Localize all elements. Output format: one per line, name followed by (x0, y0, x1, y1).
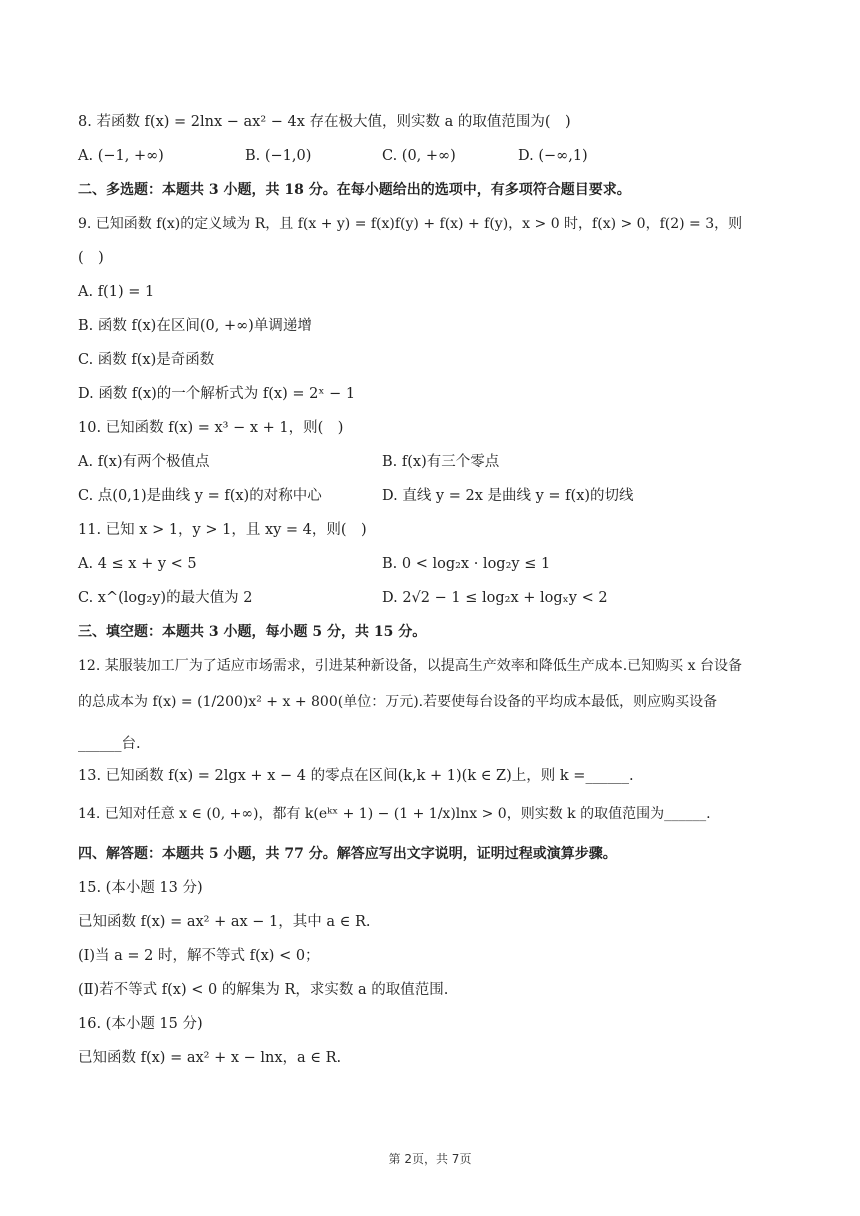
q10-stem: 10. 已知函数 f(x) = x³ − x + 1，则( ) (78, 420, 344, 436)
q10-option-d: D. 直线 y = 2x 是曲线 y = f(x)的切线 (382, 488, 634, 504)
q16-stem: 已知函数 f(x) = ax² + x − lnx，a ∈ R. (78, 1050, 342, 1066)
q11-option-c: C. x^(log₂y)的最大值为 2 (78, 590, 253, 606)
section-heading-fill-in: 三、填空题：本题共 3 小题，每小题 5 分，共 15 分。 (78, 624, 427, 640)
q10-option-a: A. f(x)有两个极值点 (78, 454, 210, 470)
q12-line-3: ______台. (78, 736, 141, 752)
q8-stem: 8. 若函数 f(x) = 2lnx − ax² − 4x 存在极大值，则实数 a 的取值范围为( ) (78, 114, 571, 130)
section-heading-solutions: 四、解答题：本题共 5 小题，共 77 分。解答应写出文字说明，证明过程或演算步骤。 (78, 846, 617, 862)
q12-line-2: 的总成本为 f(x) = (1/200)x² + x + 800(单位：万元).若要使每台设备的平均成本最低，则应购买设备 (78, 694, 718, 710)
q9-option-d: D. 函数 f(x)的一个解析式为 f(x) = 2ˣ − 1 (78, 386, 356, 402)
q15-header: 15. (本小题 13 分) (78, 880, 203, 896)
q9-option-a: A. f(1) = 1 (78, 284, 155, 300)
q8-option-d: D. (−∞,1) (518, 148, 588, 164)
q8-option-a: A. (−1, +∞) (78, 148, 164, 164)
q14-stem: 14. 已知对任意 x ∈ (0, +∞)，都有 k(eᵏˣ + 1) − (1 + 1/x)lnx > 0，则实数 k 的取值范围为______. (78, 806, 711, 822)
q15-stem: 已知函数 f(x) = ax² + ax − 1，其中 a ∈ R. (78, 914, 371, 930)
q11-option-d: D. 2√2 − 1 ≤ log₂x + logₓy < 2 (382, 590, 608, 606)
q15-part-1: (Ⅰ)当 a = 2 时，解不等式 f(x) < 0； (78, 948, 320, 964)
q10-option-c: C. 点(0,1)是曲线 y = f(x)的对称中心 (78, 488, 322, 504)
q9-stem: 9. 已知函数 f(x)的定义域为 R，且 f(x + y) = f(x)f(y) + f(x) + f(y)，x > 0 时，f(x) > 0，f(2) = 3，则 (78, 216, 743, 232)
q8-option-c: C. (0, +∞) (382, 148, 456, 164)
page-number-footer: 第 2页，共 7页 (388, 1152, 472, 1166)
q9-option-c: C. 函数 f(x)是奇函数 (78, 352, 215, 368)
section-heading-multiple-choice: 二、多选题：本题共 3 小题，共 18 分。在每小题给出的选项中，有多项符合题目要求。 (78, 182, 631, 198)
q11-stem: 11. 已知 x > 1，y > 1，且 xy = 4，则( ) (78, 522, 367, 538)
q13-stem: 13. 已知函数 f(x) = 2lgx + x − 4 的零点在区间(k,k + 1)(k ∈ Z)上，则 k =______. (78, 768, 634, 784)
q10-option-b: B. f(x)有三个零点 (382, 454, 500, 470)
q16-header: 16. (本小题 15 分) (78, 1016, 203, 1032)
q12-line-1: 12. 某服装加工厂为了适应市场需求，引进某种新设备，以提高生产效率和降低生产成本.已知购买 x 台设备 (78, 658, 742, 674)
q15-part-2: (Ⅱ)若不等式 f(x) < 0 的解集为 R，求实数 a 的取值范围. (78, 982, 449, 998)
q9-option-b: B. 函数 f(x)在区间(0, +∞)单调递增 (78, 318, 312, 334)
q11-option-b: B. 0 < log₂x · log₂y ≤ 1 (382, 556, 551, 572)
q8-option-b: B. (−1,0) (245, 148, 312, 164)
q11-option-a: A. 4 ≤ x + y < 5 (78, 556, 197, 572)
q9-stem-continued: ( ) (78, 250, 104, 266)
